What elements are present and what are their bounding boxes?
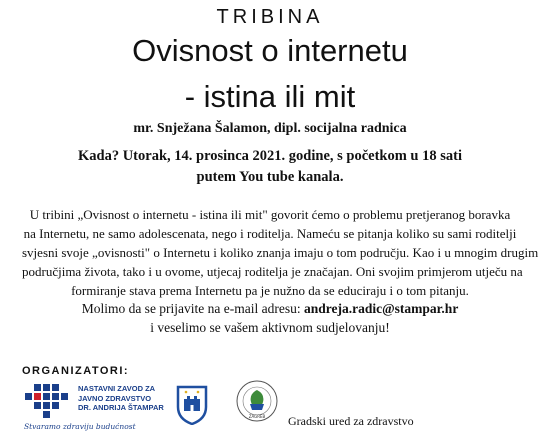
event-type-heading: TRIBINA <box>216 6 324 28</box>
event-description <box>22 205 539 300</box>
description-line: U tribini „Ovisnost o internetu - istina ili mit" govorit ćemo o problemu pretjeranog boravka <box>29 207 511 222</box>
event-title-line2: - istina ili mit <box>184 79 356 114</box>
city-office-name: Gradski ured za zdravstvo <box>288 414 414 428</box>
institute-slogan: Stvaramo zdraviju budućnost <box>24 422 136 431</box>
institute-logo <box>22 382 172 432</box>
institute-name-line3: DR. ANDRIJA ŠTAMPAR <box>78 403 164 412</box>
closing-line: i veselimo se vašem aktivnom sudjelovanju! <box>150 320 390 335</box>
registration-line <box>0 301 540 317</box>
event-title-line1: Ovisnost o internetu <box>132 33 408 68</box>
institute-name-line2: JAVNO ZDRAVSTVO <box>78 393 152 403</box>
speaker-name: mr. Snježana Šalamon, dipl. socijalna radnica <box>133 121 407 136</box>
institute-name-line1: NASTAVNI ZAVOD ZA <box>78 384 156 393</box>
description-line: na Internetu, ne samo adolescenata, nego i roditelja. Nameću se pitanja koliko su sami roditelji <box>23 226 517 241</box>
schedule-channel: putem You tube kanala. <box>196 169 344 185</box>
registration-email-link[interactable]: andreja.radic@stampar.hr <box>304 301 459 316</box>
schedule-date: Kada? Utorak, 14. prosinca 2021. godine, s početkom u 18 sati <box>77 148 462 164</box>
description-line: područjima života, tako i u ovome, utjecaj roditelja je značajan. Oni svojim primjerom utječu na <box>22 264 523 279</box>
description-line: formiranje stava prema Internetu pa je nužno da se educiraju i o tom pitanju. <box>71 283 469 298</box>
institute-name <box>78 384 164 413</box>
city-seal-icon <box>234 378 280 424</box>
description-line: svjesni svoje „ovisnosti" o Internetu i koliko znanja imaju o tom području. Kao i u mnogim drugim <box>22 245 539 260</box>
institute-mark-icon <box>22 384 74 418</box>
zagreb-crest-icon <box>176 385 208 425</box>
registration-prefix: Molimo da se prijavite na e-mail adresu: <box>81 301 304 316</box>
organizers-label: ORGANIZATORI: <box>22 365 130 377</box>
seal-text: ZAGREB <box>248 414 266 419</box>
